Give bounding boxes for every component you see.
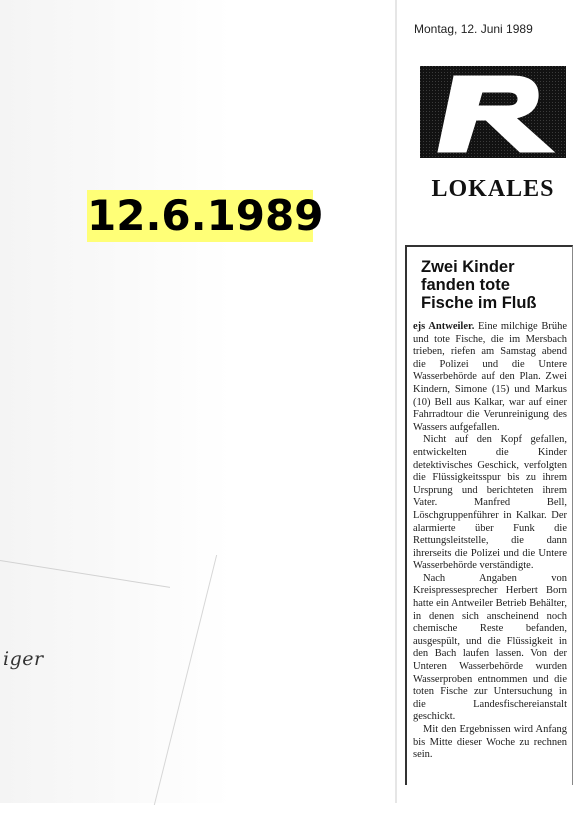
section-title: LOKALES: [431, 176, 555, 202]
article-paragraph: Mit den Ergebnissen wird Anfang bis Mitte dieser Woche zu rechnen sein.: [413, 724, 567, 761]
article-body: [413, 321, 567, 762]
article-paragraph: Nicht auf den Kopf gefallen, entwickelten die Kinder detektivisches Geschick, verfolgten die Flüssigkeitsspur bis zu ihrem Ursprung und berichteten ihrem Vater. Manfred Bell, Löschgruppenführer in Kalkar. Der alarmierte über Funk die Rettungsleitstelle, die dann ihrerseits die Polizei und die Untere Wasserbehörde verständigte.: [413, 434, 567, 572]
headline-line: Fische im Fluß: [421, 294, 537, 312]
headline-line: Zwei Kinder: [421, 258, 515, 276]
newspaper-fragment-text: iger: [3, 648, 44, 670]
article-headline: [421, 258, 567, 312]
article-byline: ejs Antweiler.: [413, 321, 475, 332]
page-dateline: Montag, 12. Juni 1989: [414, 22, 533, 36]
date-stamp: 12.6.1989: [87, 191, 324, 240]
column-edge-shadow: [395, 0, 397, 803]
article-paragraph: [413, 321, 567, 434]
headline-line: fanden tote: [421, 276, 510, 294]
r-logo-icon: [420, 66, 566, 158]
section-logo: [420, 66, 566, 158]
news-article: [405, 245, 573, 785]
paragraph-text: Eine milchige Brühe und tote Fische, die im Mersbach trieben, riefen am Samstag abend die Polizei und die Untere Wasserbehörde auf den Plan. Zwei Kindern, Simone (15) und Markus (10) Bell aus Kalkar, war auf einer Fahrradtour die Verunreinigung des Wassers aufgefallen.: [413, 321, 567, 433]
article-paragraph: Nach Angaben von Kreispressesprecher Herbert Born hatte ein Antweiler Betrieb Behälter, in denen sich anscheinend noch chemische Reste befanden, ausgespült, und die Flüssigkeit in den Bach laufen lassen. Von der Unteren Wasserbehörde wurden Wasserproben entnommen und die toten Fische zur Untersuchung in die Landesfischereianstalt geschickt.: [413, 572, 567, 723]
